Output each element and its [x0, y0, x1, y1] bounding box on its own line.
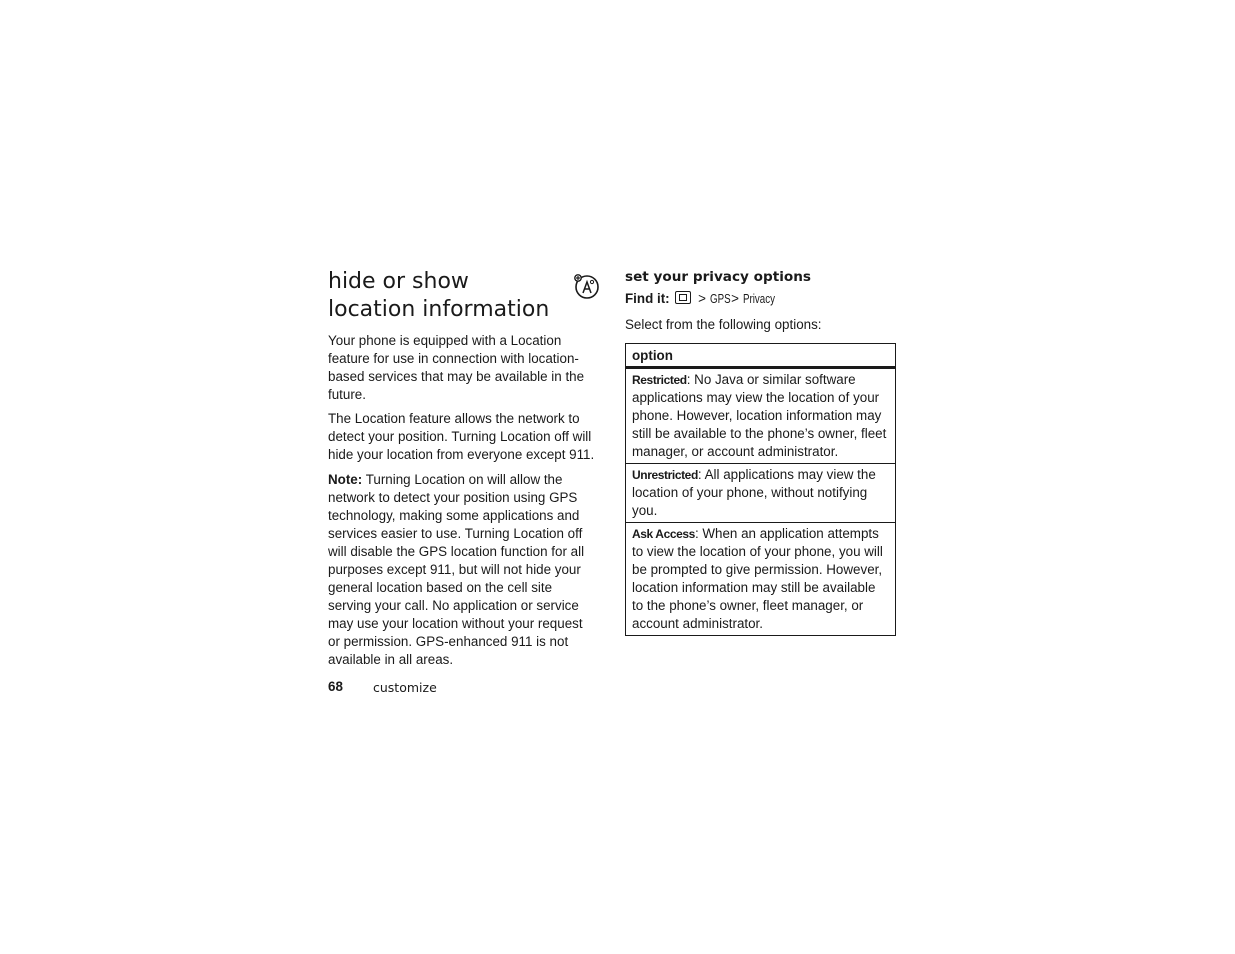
- option-name: Restricted: [632, 373, 687, 387]
- note-label: Note:: [328, 472, 363, 487]
- intro-paragraph: Your phone is equipped with a Location feature for use in connection with location-based services that may be available in the future.: [328, 333, 585, 402]
- title-line-2: location information: [328, 297, 550, 322]
- option-description: : No Java or similar software applications may view the location of your phone. However, location information may still be available to the phone’s owner, fleet manager, or account administrator.: [632, 372, 887, 459]
- path-gps: GPS: [709, 292, 731, 306]
- path-separator: >: [731, 291, 739, 306]
- option-name: Unrestricted: [632, 468, 698, 482]
- select-instruction: Select from the following options:: [625, 317, 822, 332]
- options-table: [625, 343, 896, 636]
- table-row: [626, 464, 896, 523]
- title-line-1: hide or show: [328, 269, 469, 294]
- find-it-path: [625, 290, 784, 308]
- table-header-row: [626, 344, 896, 368]
- table-header-option: option: [626, 344, 896, 368]
- right-column: [625, 268, 897, 631]
- network-feature-icon: [573, 273, 599, 299]
- table-row: [626, 368, 896, 464]
- path-privacy: Privacy: [742, 292, 775, 306]
- option-ask-access-cell: [626, 523, 896, 636]
- note-paragraph: [328, 471, 596, 669]
- location-paragraph: The Location feature allows the network to detect your position. Turning Location off will hide your location from everyone except 911.: [328, 411, 595, 462]
- section-subhead: set your privacy options: [625, 269, 811, 285]
- left-column: [328, 268, 598, 667]
- section-name: customize: [373, 680, 437, 695]
- note-text: Turning Location on will allow the network to detect your position using GPS technology, making some applications and services easier to use. Turning Location off will disable the GPS location function for all purposes except 911, but will not hide your general location based on the cell site serving your call. No application or service may use your location without your request or permission. GPS-enhanced 911 is not available in all areas.: [328, 472, 585, 667]
- table-row: [626, 523, 896, 636]
- page-title: [328, 268, 568, 324]
- option-name: Ask Access: [632, 527, 695, 541]
- path-separator: >: [698, 291, 706, 306]
- option-restricted-cell: [626, 368, 896, 464]
- option-description: : All applications may view the location of your phone, without notifying you.: [632, 467, 876, 518]
- page-number: 68: [328, 679, 343, 694]
- find-it-label: Find it:: [625, 291, 670, 306]
- menu-key-icon: [675, 291, 691, 304]
- option-unrestricted-cell: [626, 464, 896, 523]
- option-description: : When an application attempts to view the location of your phone, you will be prompted to give permission. However, location information may still be available to the phone’s owner, fleet manager, or account administrator.: [632, 526, 883, 631]
